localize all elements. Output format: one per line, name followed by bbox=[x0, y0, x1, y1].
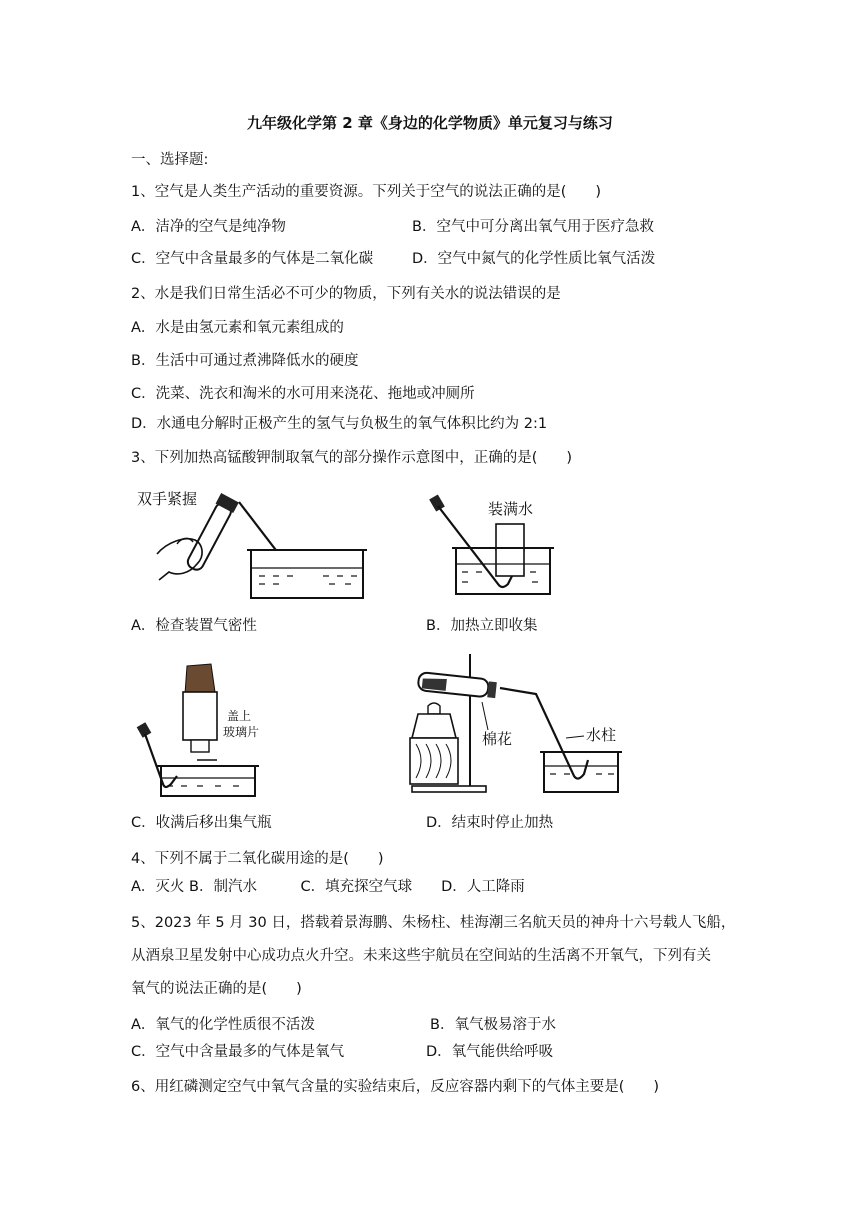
q3-caption-a: A．检查装置气密性 bbox=[131, 618, 257, 634]
figure-b-label: 装满水 bbox=[488, 500, 534, 518]
q5-option-c: C．空气中含量最多的气体是氧气 bbox=[131, 1044, 345, 1060]
figure-b-collect bbox=[426, 490, 556, 600]
figure-c-label-2: 玻璃片 bbox=[223, 725, 260, 739]
q6-stem: 6、用红磷测定空气中氧气含量的实验结束后，反应容器内剩下的气体主要是( ) bbox=[131, 1079, 660, 1095]
q1-option-a: A．洁净的空气是纯净物 bbox=[131, 219, 286, 235]
q5-line-3: 氧气的说法正确的是( ) bbox=[131, 981, 302, 997]
page-title: 九年级化学第 2 章《身边的化学物质》单元复习与练习 bbox=[247, 114, 613, 132]
section-heading: 一、选择题: bbox=[131, 152, 209, 168]
q5-option-a: A．氧气的化学性质很不活泼 bbox=[131, 1017, 315, 1033]
q3-caption-d: D．结束时停止加热 bbox=[426, 815, 554, 831]
figure-c-label-1: 盖上 bbox=[227, 709, 252, 723]
q1-option-b: B．空气中可分离出氧气用于医疗急救 bbox=[412, 219, 654, 235]
q4-stem: 4、下列不属于二氧化碳用途的是( ) bbox=[131, 851, 384, 867]
q3-caption-c: C．收满后移出集气瓶 bbox=[131, 815, 272, 831]
q3-caption-b: B．加热立即收集 bbox=[426, 618, 538, 634]
q2-option-d: D．水通电分解时正极产生的氢气与负极生的氧气体积比约为 2:1 bbox=[131, 416, 548, 432]
q5-line-2: 从酒泉卫星发射中心成功点火升空。未来这些宇航员在空间站的生活离不开氧气，下列有关 bbox=[131, 948, 711, 964]
q5-option-b: B．氧气极易溶于水 bbox=[430, 1017, 556, 1033]
figure-a-label: 双手紧握 bbox=[137, 490, 198, 508]
q4-options: A．灭火 B．制汽水 C．填充探空气球 D．人工降雨 bbox=[131, 879, 525, 895]
figure-d-label-2: 水柱 bbox=[586, 726, 617, 744]
figure-d-label-1: 棉花 bbox=[482, 730, 513, 748]
figure-c-remove-bottle bbox=[133, 660, 273, 800]
q5-option-d: D．氧气能供给呼吸 bbox=[426, 1044, 554, 1060]
q2-option-c: C．洗菜、洗衣和淘米的水可用来浇花、拖地或冲厕所 bbox=[131, 386, 475, 402]
q1-option-d: D．空气中氮气的化学性质比氧气活泼 bbox=[412, 251, 656, 267]
figure-d-stop-heating bbox=[406, 648, 626, 798]
q1-stem: 1、空气是人类生产活动的重要资源。下列关于空气的说法正确的是( ) bbox=[131, 184, 602, 200]
q2-option-b: B．生活中可通过煮沸降低水的硬度 bbox=[131, 353, 359, 369]
q2-stem: 2、水是我们日常生活必不可少的物质，下列有关水的说法错误的是 bbox=[131, 286, 561, 302]
q3-stem: 3、下列加热高锰酸钾制取氧气的部分操作示意图中，正确的是( ) bbox=[131, 450, 573, 466]
q1-option-c: C．空气中含量最多的气体是二氧化碳 bbox=[131, 251, 374, 267]
figure-a-airtightness bbox=[133, 484, 373, 604]
q2-option-a: A．水是由氢元素和氧元素组成的 bbox=[131, 320, 344, 336]
q5-line-1: 5、2023 年 5 月 30 日，搭载着景海鹏、朱杨柱、桂海潮三名航天员的神舟十六号载人飞船， bbox=[131, 915, 736, 931]
